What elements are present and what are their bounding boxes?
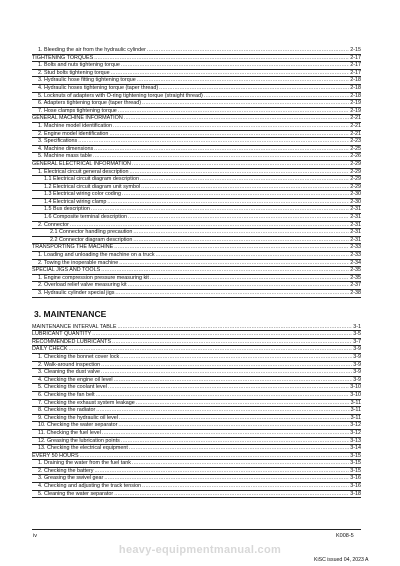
toc-entry[interactable] — [32, 176, 361, 184]
toc-leader-dots — [114, 244, 349, 251]
toc-entry-page: 3-15 — [350, 467, 361, 474]
toc-entry-page: 3-7 — [353, 338, 361, 345]
toc-entry-page: 3-14 — [350, 445, 361, 452]
toc-entry-title: 3. Hydraulic cylinder special jigs — [38, 290, 115, 296]
toc-entry-page: 2-26 — [350, 153, 361, 160]
toc-leader-dots — [156, 252, 350, 259]
toc-leader-dots — [120, 354, 352, 361]
toc-entry-page: 2-19 — [350, 100, 361, 107]
toc-leader-dots — [96, 392, 350, 399]
toc-entry[interactable] — [32, 407, 361, 415]
toc-leader-dots — [204, 93, 349, 100]
toc-leader-dots — [141, 184, 349, 191]
toc-entry-page: 2-35 — [350, 267, 361, 274]
toc-entry-page: 3-10 — [350, 391, 361, 398]
toc-leader-dots — [109, 131, 349, 138]
toc-entry-page: 2-15 — [350, 47, 361, 53]
toc-leader-dots — [128, 214, 349, 221]
toc-entry-title: 6. Checking the fan belt — [38, 391, 95, 398]
toc-entry[interactable] — [32, 468, 361, 476]
toc-entry-page: 3-13 — [350, 437, 361, 444]
toc-entry-title: 10. Checking the water separator — [38, 422, 118, 429]
toc-leader-dots — [118, 108, 349, 115]
toc-entry-title: 1. Loading and unloading the machine on a truck — [38, 252, 155, 259]
toc-entry-title: 3. Cleaning the dust valve — [38, 369, 101, 376]
toc-entry-title: 11. Checking the fuel level — [38, 429, 101, 436]
toc-section-chapter-3 — [32, 324, 361, 499]
toc-entry-title: 13. Checking the electrical equipment — [38, 445, 128, 452]
toc-entry-title: 7. Checking the exhaust system leakage — [38, 399, 135, 406]
toc-entry-title: RECOMMENDED LUBRICANTS — [32, 338, 112, 345]
toc-entry[interactable] — [32, 377, 361, 385]
toc-leader-dots — [128, 282, 350, 289]
toc-entry-page: 3-9 — [353, 361, 361, 368]
toc-entry[interactable] — [32, 491, 361, 499]
toc-entry[interactable] — [32, 260, 361, 268]
toc-leader-dots — [132, 161, 349, 168]
toc-entry-title: SPECIAL JIGS AND TOOLS — [32, 267, 101, 274]
footer-doc-code: K008-5 — [336, 533, 354, 539]
toc-entry-title: 12. Greasing the lubrication points — [38, 437, 120, 444]
toc-entry-page: 3-9 — [353, 369, 361, 376]
toc-entry[interactable] — [32, 161, 361, 169]
toc-leader-dots — [132, 460, 349, 467]
toc-leader-dots — [101, 369, 352, 376]
toc-entry-title: GENERAL MACHINE INFORMATION — [32, 115, 123, 122]
toc-entry-title: 1.5 Bus description — [44, 206, 90, 213]
toc-entry-page: 2-31 — [350, 206, 361, 213]
toc-entry-page: 2-29 — [350, 183, 361, 190]
toc-entry[interactable] — [32, 275, 361, 283]
toc-leader-dots — [113, 123, 349, 130]
toc-leader-dots — [129, 445, 349, 452]
toc-leader-dots — [112, 339, 352, 346]
toc-entry-title: 1.2 Electrical circuit diagram unit symbol — [44, 183, 141, 190]
toc-leader-dots — [122, 191, 349, 198]
toc-entry-page: 2-23 — [350, 138, 361, 145]
toc-entry-title: 1. Draining the water from the fuel tank — [38, 460, 131, 467]
toc-entry-page: 2-33 — [350, 252, 361, 259]
toc-entry-title: 2. Engine model identification — [38, 130, 109, 137]
toc-entry[interactable] — [32, 483, 361, 491]
toc-entry-title: 2.1 Connector handling precaution — [50, 229, 133, 236]
toc-entry-title: 2. Towing the inoperable machine — [38, 259, 119, 266]
toc-entry-page: 2-18 — [350, 84, 361, 91]
toc-entry-title: 2. Checking the battery — [38, 467, 94, 474]
toc-entry[interactable] — [32, 430, 361, 438]
toc-leader-dots — [142, 100, 349, 107]
toc-leader-dots — [91, 206, 349, 213]
toc-entry[interactable] — [32, 222, 361, 230]
toc-entry[interactable] — [32, 138, 361, 146]
toc-entry-page: 2-31 — [350, 221, 361, 228]
toc-entry-title: 8. Checking the radiator — [38, 407, 96, 414]
toc-entry[interactable] — [32, 237, 361, 245]
toc-leader-dots — [94, 468, 349, 475]
toc-entry[interactable] — [32, 123, 361, 131]
toc-entry-title: 1.3 Electrical wiring color coding — [44, 191, 122, 198]
toc-entry[interactable] — [32, 47, 361, 55]
toc-leader-dots — [150, 275, 349, 282]
toc-leader-dots — [101, 267, 349, 274]
toc-entry-title: 1.4 Electrical wiring clamp — [44, 198, 107, 205]
footer-divider — [32, 529, 361, 530]
toc-entry[interactable] — [32, 475, 361, 483]
toc-entry-page: 3-15 — [350, 460, 361, 467]
toc-entry-page: 2-30 — [350, 198, 361, 205]
toc-entry[interactable] — [32, 191, 361, 199]
toc-entry[interactable] — [32, 184, 361, 192]
toc-entry-title: DAILY CHECK — [32, 346, 68, 353]
toc-entry-title: TIGHTENING TORQUES — [32, 54, 94, 61]
toc-leader-dots — [93, 153, 349, 160]
toc-leader-dots — [137, 77, 350, 84]
toc-entry-title: TRANSPORTING THE MACHINE — [32, 244, 114, 251]
toc-entry-title: 2. Walk-around inspection — [38, 361, 101, 368]
toc-leader-dots — [119, 415, 350, 422]
toc-entry[interactable] — [32, 384, 361, 392]
toc-entry-page: 3-15 — [350, 452, 361, 459]
toc-entry[interactable] — [32, 169, 361, 177]
toc-leader-dots — [114, 377, 353, 384]
toc-leader-dots — [121, 438, 349, 445]
toc-entry[interactable] — [32, 153, 361, 161]
toc-entry-title: 2.2 Connector diagram description — [50, 236, 133, 243]
toc-leader-dots — [92, 331, 352, 338]
toc-entry-title: 4. Checking and adjusting the track tension — [38, 483, 142, 490]
toc-entry-page: 3-16 — [350, 483, 361, 490]
toc-entry-page: 2-18 — [350, 77, 361, 84]
toc-entry-page: 2-34 — [350, 259, 361, 266]
toc-entry[interactable] — [32, 55, 361, 63]
watermark: heavy-equipmentmanual.com — [118, 544, 282, 556]
toc-entry-page: 2-29 — [350, 160, 361, 167]
toc-entry[interactable] — [32, 392, 361, 400]
toc-leader-dots — [129, 169, 349, 176]
toc-entry-title: 3. Greasing the swivel gear — [38, 475, 104, 482]
toc-entry-page: 2-30 — [350, 191, 361, 198]
toc-section-chapter-2 — [32, 47, 361, 298]
toc-entry[interactable] — [32, 115, 361, 123]
toc-entry-page: 3-1 — [353, 323, 361, 330]
toc-leader-dots — [115, 290, 349, 297]
toc-entry[interactable] — [32, 415, 361, 423]
toc-entry-title: 7. Hose clamps tightening torque — [38, 107, 117, 114]
toc-entry[interactable] — [32, 331, 361, 339]
toc-leader-dots — [121, 62, 349, 69]
toc-entry-title: 9. Checking the hydraulic oil level — [38, 414, 119, 421]
toc-leader-dots — [133, 229, 349, 236]
toc-entry[interactable] — [32, 324, 361, 332]
toc-entry[interactable] — [32, 282, 361, 290]
toc-entry-title: 2. Connector — [38, 221, 69, 228]
toc-entry-title: 1. Checking the bonnet cover lock — [38, 353, 120, 360]
toc-entry-page: 3-11 — [350, 407, 361, 414]
toc-entry-title: 6. Adapters tightening torque (taper thread) — [38, 100, 142, 107]
toc-entry-page: 2-19 — [350, 107, 361, 114]
toc-entry[interactable] — [32, 93, 361, 101]
toc-entry-page: 2-31 — [350, 214, 361, 221]
toc-entry-title: 5. Checking the coolant level — [38, 384, 107, 391]
toc-entry[interactable] — [32, 354, 361, 362]
toc-entry[interactable] — [32, 422, 361, 430]
footer-issue-date: KiSC issued 04, 2023 A — [314, 557, 369, 563]
toc-entry-page: 3-9 — [353, 346, 361, 353]
toc-entry-title: 4. Machine dimensions — [38, 145, 94, 152]
toc-leader-dots — [96, 407, 349, 414]
toc-entry-page: 2-33 — [350, 244, 361, 251]
toc-entry-title: 3. Hydraulic hose fitting tightening torque — [38, 77, 136, 84]
toc-entry-page: 3-12 — [350, 422, 361, 429]
toc-leader-dots — [136, 400, 350, 407]
toc-entry-page: 3-11 — [350, 414, 361, 421]
toc-entry-page: 3-9 — [353, 353, 361, 360]
toc-entry-page: 3-9 — [353, 376, 361, 383]
toc-entry-page: 2-17 — [350, 69, 361, 76]
toc-leader-dots — [94, 146, 349, 153]
toc-entry-title: 5. Locknuts of adapters with O-ring tightening torque (straight thread) — [38, 92, 203, 99]
toc-entry[interactable] — [32, 229, 361, 237]
toc-entry[interactable] — [32, 438, 361, 446]
toc-leader-dots — [104, 475, 349, 482]
toc-entry-page: 3-12 — [350, 429, 361, 436]
toc-entry-page: 2-25 — [350, 145, 361, 152]
toc-entry-page: 2-18 — [350, 92, 361, 99]
toc-leader-dots — [68, 346, 352, 353]
toc-entry[interactable] — [32, 214, 361, 222]
toc-entry[interactable] — [32, 346, 361, 354]
toc-entry-page: 2-17 — [350, 54, 361, 61]
toc-leader-dots — [70, 222, 349, 229]
toc-entry[interactable] — [32, 85, 361, 93]
toc-entry[interactable] — [32, 146, 361, 154]
toc-entry-page: 3-16 — [350, 475, 361, 482]
toc-entry-page: 2-21 — [350, 122, 361, 129]
toc-entry-title: LUBRICANT QUANTITY — [32, 331, 92, 338]
toc-entry[interactable] — [32, 244, 361, 252]
toc-leader-dots — [124, 115, 349, 122]
toc-entry-page: 2-38 — [350, 290, 361, 296]
toc-entry[interactable] — [32, 70, 361, 78]
toc-leader-dots — [159, 85, 349, 92]
toc-entry-page: 2-21 — [350, 130, 361, 137]
toc-entry-title: 3. Specifications — [38, 138, 78, 145]
toc-leader-dots — [117, 324, 352, 331]
toc-entry-title: 1.1 Electrical circuit diagram description — [44, 176, 139, 183]
toc-leader-dots — [133, 237, 349, 244]
toc-entry[interactable] — [32, 400, 361, 408]
toc-entry-title: 1. Bleeding the air from the hydraulic cylinder — [38, 47, 146, 53]
toc-entry[interactable] — [32, 453, 361, 461]
toc-entry-title: 1.6 Composite terminal description — [44, 214, 127, 221]
toc-leader-dots — [101, 362, 352, 369]
toc-entry[interactable] — [32, 267, 361, 275]
toc-entry-title: 5. Cleaning the water separator — [38, 490, 114, 497]
toc-leader-dots — [107, 199, 349, 206]
toc-entry-page: 2-29 — [350, 168, 361, 175]
toc-entry-title: EVERY 50 HOURS — [32, 452, 79, 459]
toc-entry-page: 3-18 — [350, 490, 361, 497]
toc-leader-dots — [119, 260, 349, 267]
toc-entry-title: 1. Electrical circuit general description — [38, 168, 129, 175]
toc-entry-title: 4. Hydraulic hoses tightening torque (taper thread) — [38, 84, 159, 91]
toc-entry-page: 2-21 — [350, 115, 361, 122]
toc-entry-page: 3-10 — [350, 384, 361, 391]
toc-entry-page: 3-5 — [353, 331, 361, 338]
toc-entry-title: 2. Stud bolts tightening torque — [38, 69, 110, 76]
toc-leader-dots — [147, 47, 349, 54]
toc-leader-dots — [118, 422, 349, 429]
toc-leader-dots — [140, 176, 349, 183]
toc-entry-title: 4. Checking the engine oil level — [38, 376, 113, 383]
toc-entry-page: 2-31 — [350, 229, 361, 236]
toc-entry[interactable] — [32, 252, 361, 260]
toc-entry-page: 2-37 — [350, 282, 361, 289]
toc-entry-page: 3-11 — [350, 399, 361, 406]
chapter-heading: 3. MAINTENANCE — [34, 308, 107, 319]
toc-entry[interactable] — [32, 199, 361, 207]
toc-entry[interactable] — [32, 77, 361, 85]
toc-leader-dots — [80, 453, 350, 460]
toc-leader-dots — [102, 430, 349, 437]
toc-entry[interactable] — [32, 62, 361, 70]
toc-entry-title: 2. Overload relief valve measuring kit — [38, 282, 127, 289]
footer-page-number: iv — [33, 533, 37, 539]
toc-entry[interactable] — [32, 362, 361, 370]
toc-leader-dots — [114, 491, 349, 498]
toc-leader-dots — [94, 55, 349, 62]
toc-entry[interactable] — [32, 290, 361, 298]
toc-entry[interactable] — [32, 100, 361, 108]
toc-entry-title: GENERAL ELECTRICAL INFORMATION — [32, 160, 131, 167]
toc-entry-page: 2-17 — [350, 62, 361, 69]
toc-entry-title: 5. Machine mass table — [38, 153, 92, 160]
toc-entry[interactable] — [32, 108, 361, 116]
toc-leader-dots — [111, 70, 350, 77]
toc-entry[interactable] — [32, 460, 361, 468]
toc-entry[interactable] — [32, 445, 361, 453]
toc-entry-page: 2-35 — [350, 274, 361, 281]
toc-entry[interactable] — [32, 206, 361, 214]
toc-entry[interactable] — [32, 339, 361, 347]
table-of-contents — [32, 47, 361, 498]
toc-leader-dots — [78, 138, 349, 145]
toc-leader-dots — [108, 384, 349, 391]
toc-entry[interactable] — [32, 369, 361, 377]
toc-entry[interactable] — [32, 131, 361, 139]
toc-entry-title: MAINTENANCE INTERVAL TABLE — [32, 323, 117, 330]
toc-leader-dots — [142, 483, 349, 490]
toc-entry-title: 1. Bolts and nuts tightening torque — [38, 62, 120, 69]
toc-entry-title: 1. Machine model identification — [38, 122, 113, 129]
toc-entry-page: 2-29 — [350, 176, 361, 183]
toc-entry-page: 2-31 — [350, 236, 361, 243]
toc-entry-title: 1. Engine compression pressure measuring kit — [38, 274, 149, 281]
